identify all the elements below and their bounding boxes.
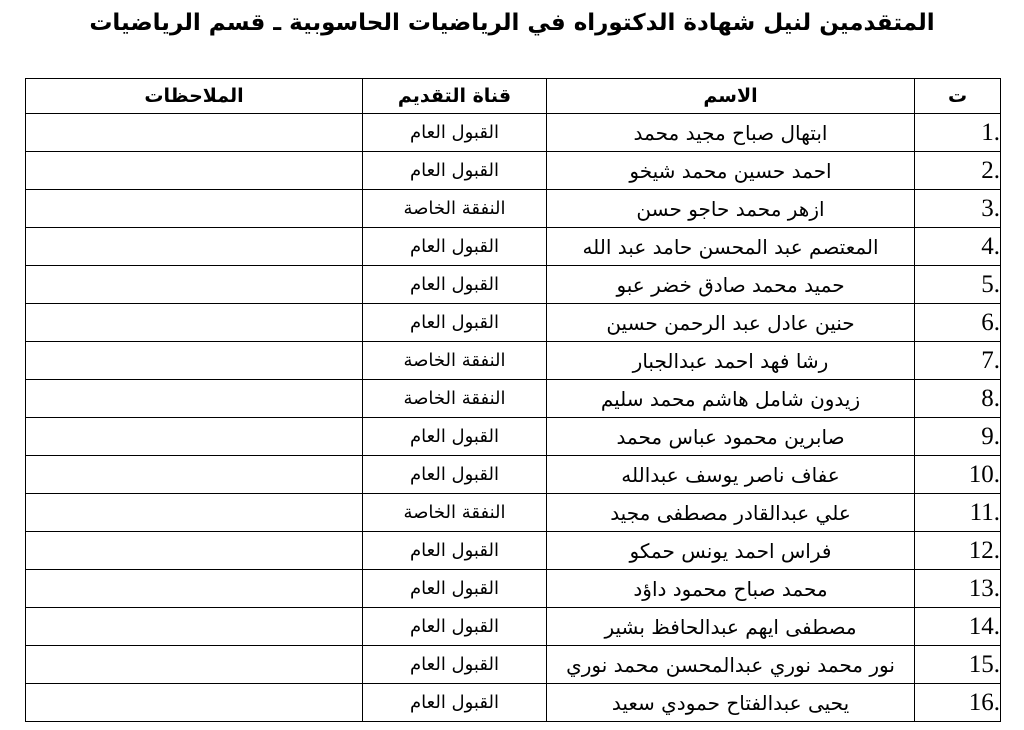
- application-channel: القبول العام: [363, 418, 547, 456]
- row-number-cell: [915, 646, 1001, 684]
- row-number-cell: [915, 380, 1001, 418]
- table-row: [26, 684, 1001, 722]
- table-row: [26, 114, 1001, 152]
- row-number: 13.: [968, 574, 1000, 602]
- application-channel: النفقة الخاصة: [363, 494, 547, 532]
- row-number: 6.: [981, 308, 1000, 336]
- application-channel: القبول العام: [363, 646, 547, 684]
- applicant-name: ابتهال صباح مجيد محمد: [547, 114, 915, 152]
- applicant-name: زيدون شامل هاشم محمد سليم: [547, 380, 915, 418]
- row-number-cell: [915, 304, 1001, 342]
- applicant-name: محمد صباح محمود داؤد: [547, 570, 915, 608]
- notes-cell: [26, 418, 363, 456]
- row-number-cell: [915, 684, 1001, 722]
- table-row: [26, 532, 1001, 570]
- row-number: 15.: [968, 650, 1000, 678]
- table-row: [26, 456, 1001, 494]
- application-channel: النفقة الخاصة: [363, 190, 547, 228]
- applicant-name: فراس احمد يونس حمكو: [547, 532, 915, 570]
- applicant-name: حنين عادل عبد الرحمن حسين: [547, 304, 915, 342]
- row-number: 12.: [968, 536, 1000, 564]
- application-channel: القبول العام: [363, 532, 547, 570]
- application-channel: القبول العام: [363, 304, 547, 342]
- row-number-cell: [915, 152, 1001, 190]
- applicant-name: مصطفى ايهم عبدالحافظ بشير: [547, 608, 915, 646]
- table-row: [26, 570, 1001, 608]
- application-channel: القبول العام: [363, 684, 547, 722]
- notes-cell: [26, 228, 363, 266]
- notes-cell: [26, 684, 363, 722]
- applicant-name: عفاف ناصر يوسف عبدالله: [547, 456, 915, 494]
- applicant-name: المعتصم عبد المحسن حامد عبد الله: [547, 228, 915, 266]
- page-title: المتقدمين لنيل شهادة الدكتوراه في الرياضيات الحاسوبية ـ قسم الرياضيات: [89, 10, 935, 36]
- table-row: [26, 380, 1001, 418]
- row-number-cell: [915, 570, 1001, 608]
- table-row: [26, 646, 1001, 684]
- table-header-row: [26, 79, 1001, 114]
- row-number: 16.: [968, 688, 1000, 716]
- row-number-cell: [915, 228, 1001, 266]
- table-row: [26, 418, 1001, 456]
- row-number: 1.: [981, 118, 1000, 146]
- applicant-name: ازهر محمد حاجو حسن: [547, 190, 915, 228]
- table-row: [26, 266, 1001, 304]
- table-row: [26, 152, 1001, 190]
- row-number-cell: [915, 456, 1001, 494]
- row-number: 2.: [981, 156, 1000, 184]
- notes-cell: [26, 342, 363, 380]
- notes-cell: [26, 532, 363, 570]
- row-number: 5.: [981, 270, 1000, 298]
- table-row: [26, 228, 1001, 266]
- application-channel: النفقة الخاصة: [363, 380, 547, 418]
- row-number: 14.: [968, 612, 1000, 640]
- notes-cell: [26, 304, 363, 342]
- table-row: [26, 304, 1001, 342]
- row-number-cell: [915, 342, 1001, 380]
- applicants-table: [25, 78, 1001, 722]
- application-channel: القبول العام: [363, 456, 547, 494]
- header-number: ت: [915, 79, 1001, 114]
- row-number-cell: [915, 114, 1001, 152]
- row-number: 11.: [969, 498, 1000, 526]
- application-channel: النفقة الخاصة: [363, 342, 547, 380]
- applicant-name: رشا فهد احمد عبدالجبار: [547, 342, 915, 380]
- row-number: 7.: [981, 346, 1000, 374]
- row-number-cell: [915, 266, 1001, 304]
- application-channel: القبول العام: [363, 570, 547, 608]
- applicant-name: احمد حسين محمد شيخو: [547, 152, 915, 190]
- row-number-cell: [915, 532, 1001, 570]
- notes-cell: [26, 608, 363, 646]
- notes-cell: [26, 646, 363, 684]
- application-channel: القبول العام: [363, 152, 547, 190]
- table-row: [26, 608, 1001, 646]
- notes-cell: [26, 114, 363, 152]
- table-row: [26, 494, 1001, 532]
- row-number-cell: [915, 190, 1001, 228]
- application-channel: القبول العام: [363, 228, 547, 266]
- row-number: 3.: [981, 194, 1000, 222]
- header-name: الاسم: [547, 79, 915, 114]
- table-body: [26, 114, 1001, 722]
- notes-cell: [26, 266, 363, 304]
- header-channel: قناة التقديم: [363, 79, 547, 114]
- application-channel: القبول العام: [363, 114, 547, 152]
- notes-cell: [26, 152, 363, 190]
- row-number: 8.: [981, 384, 1000, 412]
- application-channel: القبول العام: [363, 608, 547, 646]
- notes-cell: [26, 380, 363, 418]
- notes-cell: [26, 570, 363, 608]
- table-row: [26, 190, 1001, 228]
- notes-cell: [26, 456, 363, 494]
- row-number-cell: [915, 608, 1001, 646]
- notes-cell: [26, 494, 363, 532]
- notes-cell: [26, 190, 363, 228]
- applicant-name: نور محمد نوري عبدالمحسن محمد نوري: [547, 646, 915, 684]
- row-number: 10.: [968, 460, 1000, 488]
- row-number-cell: [915, 494, 1001, 532]
- applicant-name: علي عبدالقادر مصطفى مجيد: [547, 494, 915, 532]
- row-number: 4.: [981, 232, 1000, 260]
- header-notes: الملاحظات: [26, 79, 363, 114]
- applicant-name: حميد محمد صادق خضر عبو: [547, 266, 915, 304]
- row-number-cell: [915, 418, 1001, 456]
- application-channel: القبول العام: [363, 266, 547, 304]
- applicant-name: صابرين محمود عباس محمد: [547, 418, 915, 456]
- row-number: 9.: [981, 422, 1000, 450]
- table-row: [26, 342, 1001, 380]
- applicant-name: يحيى عبدالفتاح حمودي سعيد: [547, 684, 915, 722]
